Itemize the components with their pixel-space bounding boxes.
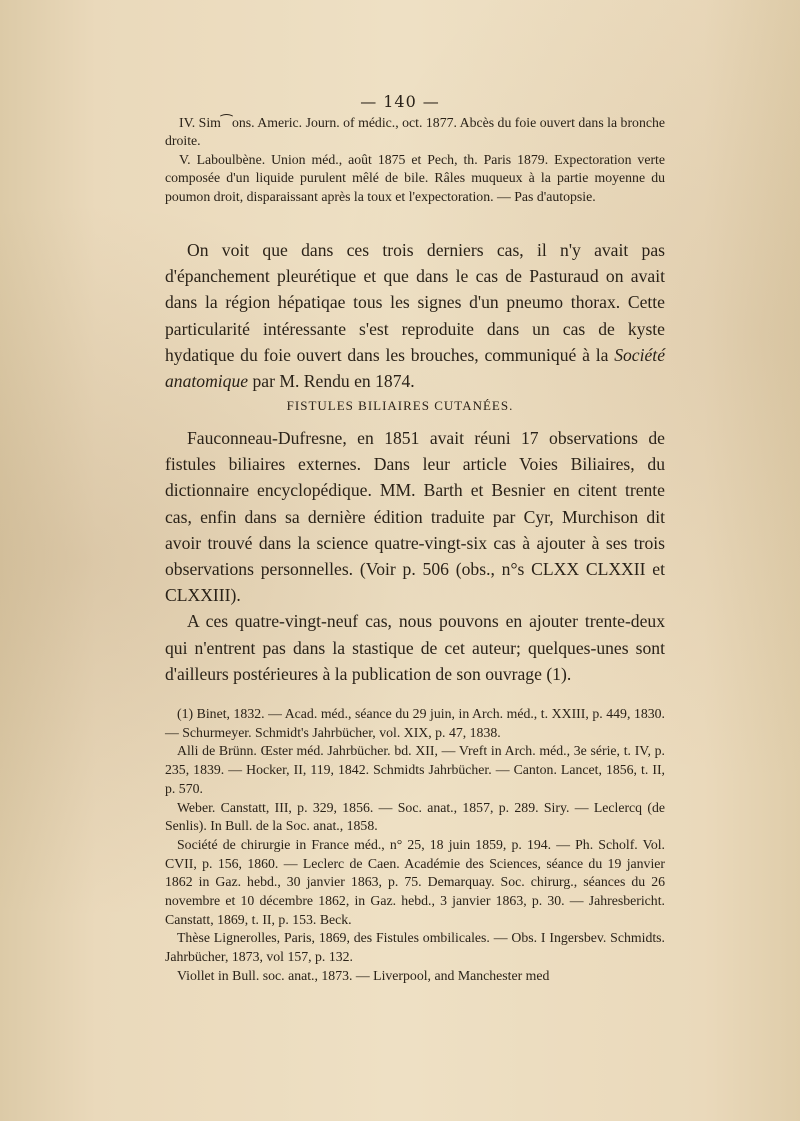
footnote-6: Viollet in Bull. soc. anat., 1873. — Liverpool, and Manchester med xyxy=(177,967,550,983)
case-note-iv: IV. Sim⁀ons. Americ. Journ. of médic., oct. 1877. Abcès du foie ouvert dans la bronche droite. xyxy=(165,115,665,149)
paragraph-1-part-1: On voit que dans ces trois derniers cas, il n'y avait pas d'épanchement pleurétique et que dans le cas de Pasturaud on avait dans la région hépatiqae tous les signes d'un pneumo thorax. Cette particularité intéressante s'est reproduite dans un cas de kyste hydatique du foie ouvert dans les brouches, communiqué à la xyxy=(165,240,665,365)
case-note-v: V. Laboulbène. Union méd., août 1875 et Pech, th. Paris 1879. Expectoration verte composée d'un liquide purulent mêlé de bile. Râles muqueux à la partie moyenne du poumon droit, disparaissant après la toux et l'expectoration. — Pas d'autopsie. xyxy=(165,151,665,204)
paragraph-1 xyxy=(165,237,665,394)
footnote-1: (1) Binet, 1832. — Acad. méd., séance du 29 juin, in Arch. méd., t. XXIII, p. 449, 1830. — Schurmeyer. Schmidt's Jahrbücher, vol. XIX, p. 47, 1838. xyxy=(165,706,665,740)
page-number: — 140 — xyxy=(360,92,440,111)
paragraph-2-3 xyxy=(165,425,665,687)
paragraph-2: Fauconneau-Dufresne, en 1851 avait réuni 17 observations de fistules biliaires externes. Dans leur article Voies Biliaires, du dictionnaire encyclopédique. MM. Barth et Besnier en citent trente cas, enfin dans sa dernière édition traduite par Cyr, Murchison dit avoir trouvé dans la science quatre-vingt-six cas à ajouter à ses trois observations personnelles. (Voir p. 506 (obs., n°s CLXX CLXXII et CLXXIII). xyxy=(165,428,665,606)
paragraph-1-part-2: par M. Rendu en 1874. xyxy=(248,371,415,392)
section-heading: FISTULES BILIAIRES CUTANÉES. xyxy=(286,398,514,413)
paragraph-3: A ces quatre-vingt-neuf cas, nous pouvons en ajouter trente-deux qui n'entrent pas dans la stastique de cet auteur; quelques-unes sont d'ailleurs postérieures à la publication de son ouvrage (1). xyxy=(165,611,665,684)
footnote-5: Thèse Lignerolles, Paris, 1869, des Fistules ombilicales. — Obs. I Ingersbev. Schmidts. Jahrbücher, 1873, vol 157, p. 132. xyxy=(165,930,665,965)
paragraph-1-text xyxy=(165,237,665,394)
footnote-3: Weber. Canstatt, III, p. 329, 1856. — Soc. anat., 1857, p. 289. Siry. — Leclercq (de Senlis). In Bull. de la Soc. anat., 1858. xyxy=(165,799,665,834)
page-number-value: 140 xyxy=(383,92,417,111)
footnote-2: Alli de Brünn. Œster méd. Jahrbücher. bd. XII, — Vreft in Arch. méd., 3e série, t. IV, p. 235, 1839. — Hocker, II, 119, 1842. Schmidts Jahrbücher. — Canton. Lancet, 1856, t. II, p. 570. xyxy=(165,743,665,796)
footnotes xyxy=(165,705,665,986)
footnote-4: Société de chirurgie in France méd., n° 25, 18 juin 1859, p. 194. — Ph. Scholf. Vol. CVII, p. 156, 1860. — Leclerc de Caen. Académie des Sciences, séance du 19 janvier 1862 in Gaz. hebd., 30 janvier 1863, p. 75. Demarquay. Soc. chirurg., séances du 26 novembre et 10 décembre 1862, in Gaz. hebd., 3 janvier 1863, p. 30. — Jahresbericht. Canstatt, 1869, t. II, p. 153. Beck. xyxy=(165,836,665,927)
case-notes xyxy=(165,114,665,206)
societe-anatomique-italic: Société anatomique xyxy=(165,344,665,392)
